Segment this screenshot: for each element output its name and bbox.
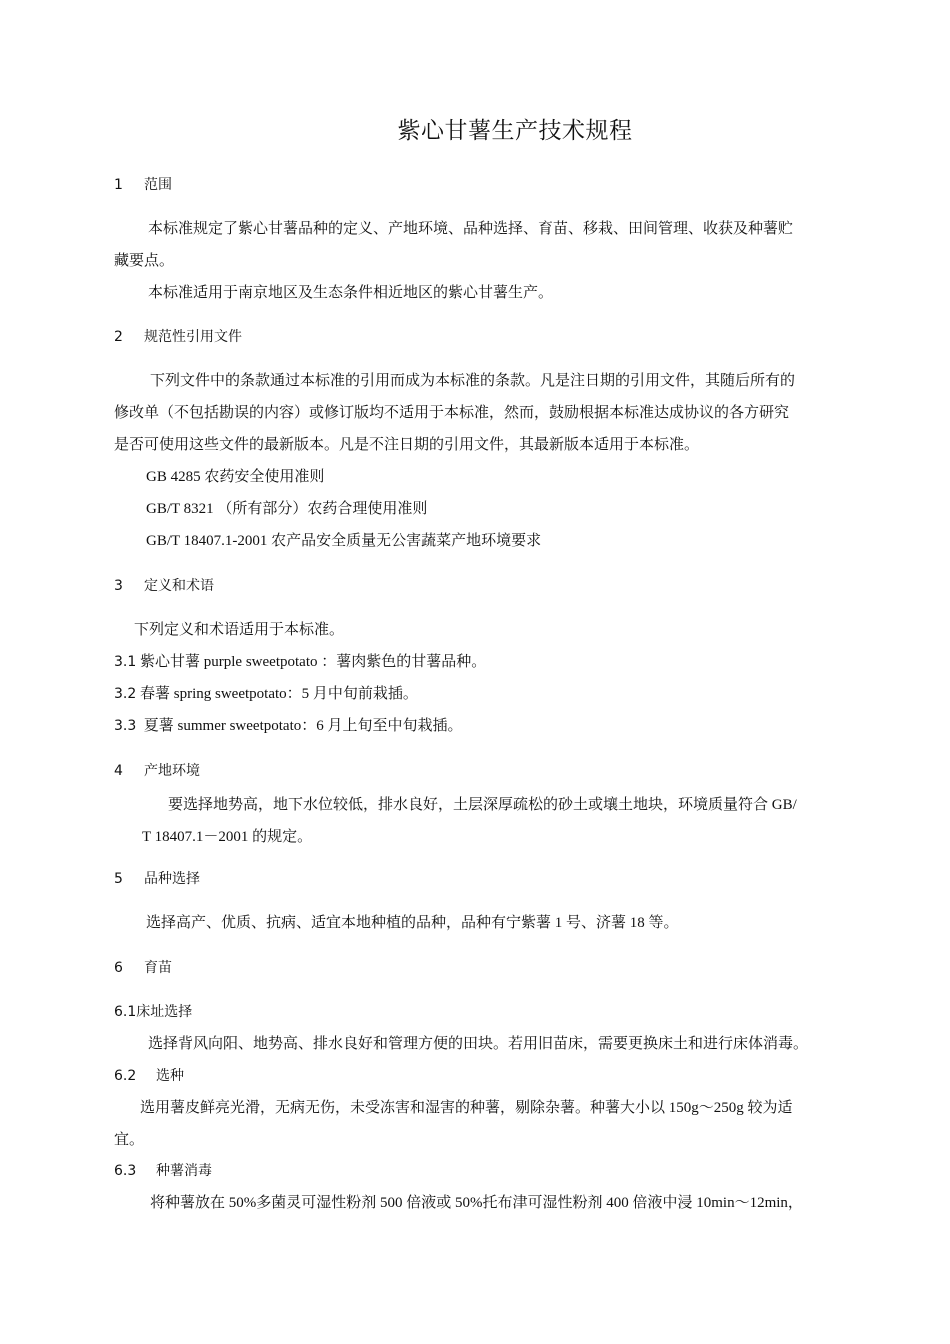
section-number: 4 (114, 763, 123, 779)
section-number: 5 (114, 871, 123, 887)
item-number: 3.3 (114, 718, 137, 734)
item-text: 春薯 spring sweetpotato：5 月中旬前栽插。 (140, 686, 418, 702)
subsection-number: 6.2 (114, 1068, 137, 1084)
paragraph-line: 下列文件中的条款通过本标准的引用而成为本标准的条款。凡是注日期的引用文件，其随后所有的 (150, 373, 796, 389)
section-number: 1 (114, 177, 123, 193)
paragraph-line: 选择高产、优质、抗病、适宜本地种植的品种，品种有宁紫薯 1 号、济薯 18 等。 (146, 915, 679, 931)
section-title: 育苗 (144, 960, 172, 976)
section-title: 范围 (144, 177, 172, 193)
item-text: 紫心甘薯 purple sweetpotato ：薯肉紫色的甘薯品种。 (140, 654, 487, 670)
definition-item (114, 716, 463, 736)
subsection-number: 6.3 (114, 1163, 137, 1179)
paragraph-line: 选择背风向阳、地势高、排水良好和管理方便的田块。若用旧苗床，需要更换床土和进行床体消毒。 (148, 1036, 809, 1052)
section-title: 产地环境 (144, 763, 200, 779)
paragraph-line: 要选择地势高，地下水位较低，排水良好，土层深厚疏松的砂土或壤土地块，环境质量符合 GB/ (168, 797, 797, 813)
item-text: 夏薯 summer sweetpotato：6 月上旬至中旬栽插。 (143, 718, 463, 734)
subsection-6-2-heading (114, 1066, 184, 1086)
subsection-number: 6.1 (114, 1004, 137, 1020)
section-title: 品种选择 (144, 871, 200, 887)
paragraph-line: 选用薯皮鲜亮光滑，无病无伤，未受冻害和湿害的种薯，剔除杂薯。种薯大小以 150g～250g 较为适 (140, 1100, 793, 1116)
subsection-title: 选种 (156, 1068, 184, 1084)
reference-item: GB/T 18407.1-2001 农产品安全质量无公害蔬菜产地环境要求 (146, 533, 542, 549)
section-number: 2 (114, 329, 123, 345)
reference-item: GB 4285 农药安全使用准则 (146, 469, 325, 485)
section-4-heading (114, 761, 200, 781)
subsection-title: 床址选择 (136, 1004, 193, 1020)
paragraph-line: 藏要点。 (114, 253, 175, 269)
section-1-heading (114, 175, 172, 195)
paragraph-line: 宜。 (114, 1132, 145, 1148)
paragraph-line: 本标准规定了紫心甘薯品种的定义、产地环境、品种选择、育苗、移栽、田间管理、收获及种薯贮 (148, 221, 794, 237)
paragraph-line: 下列定义和术语适用于本标准。 (134, 622, 345, 638)
section-5-heading (114, 869, 200, 889)
section-title: 规范性引用文件 (144, 329, 242, 345)
section-number: 3 (114, 578, 123, 594)
item-number: 3.2 (114, 686, 137, 702)
definition-item (114, 684, 418, 704)
paragraph-line: 本标准适用于南京地区及生态条件相近地区的紫心甘薯生产。 (148, 285, 554, 301)
item-number: 3.1 (114, 654, 137, 670)
definition-item (114, 652, 486, 672)
section-3-heading (114, 576, 214, 596)
section-title: 定义和术语 (144, 578, 214, 594)
paragraph-line: T 18407.1－2001 的规定。 (142, 829, 313, 845)
subsection-6-1-heading (114, 1002, 192, 1022)
section-2-heading (114, 327, 242, 347)
section-number: 6 (114, 960, 123, 976)
section-6-heading (114, 958, 172, 978)
reference-item: GB/T 8321 （所有部分）农药合理使用准则 (146, 501, 428, 517)
paragraph-line: 修改单（不包括勘误的内容）或修订版均不适用于本标准，然而，鼓励根据本标准达成协议的各方研究 (114, 405, 790, 421)
paragraph-line: 是否可使用这些文件的最新版本。凡是不注日期的引用文件，其最新版本适用于本标准。 (114, 437, 700, 453)
paragraph-line: 将种薯放在 50%多菌灵可湿性粉剂 500 倍液或 50%托布津可湿性粉剂 400 倍液中浸 10min～12min， (150, 1195, 803, 1211)
subsection-6-3-heading (114, 1161, 212, 1181)
subsection-title: 种薯消毒 (156, 1163, 212, 1179)
document-title: 紫心甘薯生产技术规程 (397, 118, 633, 144)
